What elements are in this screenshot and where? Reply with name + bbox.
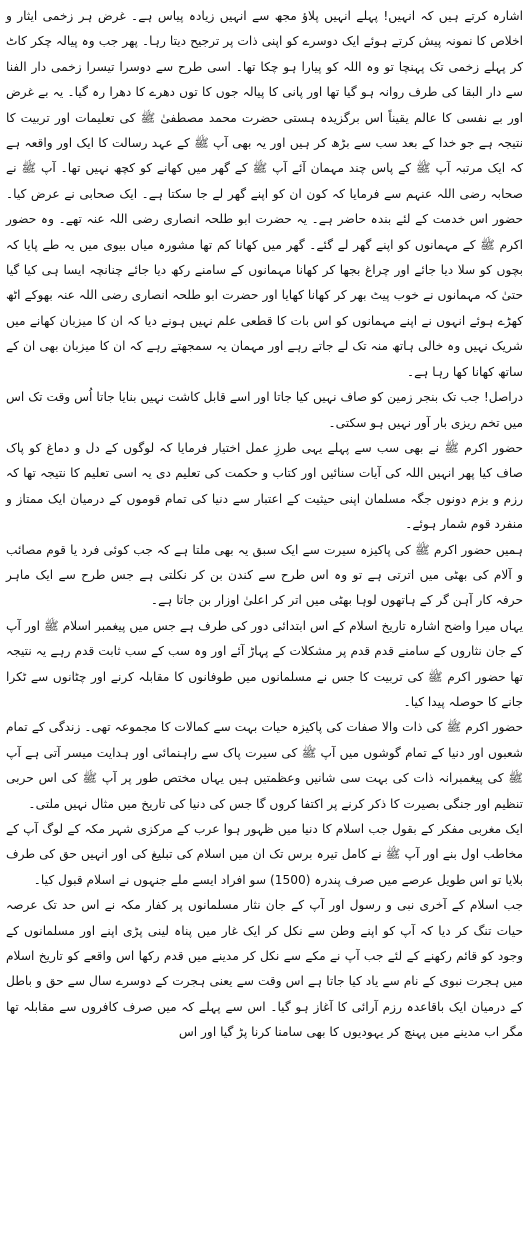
paragraph-military-insight: حضور اکرم ﷺ کی ذات والا صفات کی پاکیزہ حیات بہت سے کمالات کا مجموعہ تھی۔ زندگی کے تمام شعبوں اور دنیا کے تمام گوشوں میں آپ ﷺ کی سیرت پاک سے راہنمائی اور ہدایت میسر آتی ہے آپ ﷺ کی پیغمبرانہ ذات کی بہت سی شانیں وعظمتیں ہیں یہاں مختص طور پر آپ ﷺ کی اس حربی تنظیم اور جنگی بصیرت کا ذکر کرنے پر اکتفا کروں گا جس کی دنیا کی تاریخ میں مثال نہیں ملتی۔ [6, 720, 523, 811]
paragraph-western-thinker: ایک مغربی مفکر کے بقول جب اسلام کا دنیا میں ظہور ہوا عرب کے مرکزی شہر مکہ کے لوگ آپ کے مخاطب اول بنے اور آپ ﷺ نے کامل تیرہ برس تک ان میں اسلام کی تبلیغ کی اور انہیں حق کی طرف بلایا تو اس طویل عرصے میں صرف پندرہ (1500) سو افراد ایسے ملے جنہوں نے اسلام قبول کیا۔ [6, 822, 523, 887]
paragraph-abu-talha-hospitality: اشارہ کرتے ہیں کہ انہیں! پہلے انہیں پلاؤ مجھ سے انہیں زیادہ پیاس ہے۔ غرض ہر زخمی ایثار و اخلاص کا نمونہ پیش کرتے ہوئے ایک دوسرے کو اپنی ذات پر ترجیح دیتا رہا۔ پھر جب وہ پیالہ چکر کاٹ کر پہلے زخمی تک پہنچا تو وہ اللہ کو پیارا ہو چکا تھا۔ اسی طرح سے دوسرا تیسرا زخمی دار الفنا سے دار البقا کی طرف روانہ ہو گیا تھا اور پانی کا پیالہ جوں کا توں دھرے کا دھرا رہ گیا۔ یہ بے غرض اور بے نفسی کا عالم یقیناً اس برگزیدہ ہستی حضرت محمد مصطفیٰ ﷺ کی تعلیمات اور تربیت کا نتیجہ ہے جو خدا کے بعد سب سے بڑھ کر ہیں اور یہ بھی آپ ﷺ کے عہد رسالت کا ایک اور واقعہ ہے کہ ایک مرتبہ آپ ﷺ کے پاس چند مہمان آئے آپ ﷺ کے گھر میں کھانے کو کچھ نہیں تھا۔ آپ ﷺ نے صحابہ رضی اللہ عنہم سے فرمایا کہ کون ان کو اپنے گھر لے جا سکتا ہے۔ ایک صحابی نے عرض کیا۔ حضور اس خدمت کے لئے بندہ حاضر ہے۔ یہ حضرت ابو طلحہ انصاری رضی اللہ عنہ تھے۔ وہ حضور اکرم ﷺ کے مہمانوں کو اپنے گھر لے گئے۔ گھر میں کھانا کم تھا مشورہ میاں بیوی میں یہ طے پایا کہ بچوں کو سلا دیا جائے اور چراغ بجھا کر کھانا مہمانوں کے سامنے رکھ دیا جائے چنانچہ ایسا ہی کیا گیا حتیٰ کہ مہمانوں نے خوب پیٹ بھر کر کھانا کھایا اور حضرت ابو طلحہ انصاری رضی اللہ عنہ بھوکے اٹھ کھڑے ہوئے انہوں نے اپنے مہمانوں کو اس بات کا قطعی علم نہیں ہونے دیا کہ ان کا میزبان کھانے میں شریک نہیں وہ خالی ہاتھ منہ تک لے جاتے رہے اور مہمان یہ سمجھتے رہے کہ ان کا میزبان بھی ان کے ساتھ کھانا کھا رہا ہے۔ [6, 9, 523, 379]
paragraph-purification-teaching: حضور اکرم ﷺ نے بھی سب سے پہلے یہی طرزِ عمل اختیار فرمایا کہ لوگوں کے دل و دماغ کو پاک صاف کیا پھر انہیں اللہ کی آیات سنائیں اور کتاب و حکمت کی تعلیم دی یہ اسی تعلیم کا نتیجہ تھا کہ رزم و بزم دونوں جگہ مسلمان اپنی حیثیت کے اعتبار سے دنیا کی تمام قوموں کے درمیان ایک ممتاز و منفرد قوم شمار ہوئے۔ [6, 440, 523, 532]
paragraph-early-islam-hardships: یہاں میرا واضح اشارہ تاریخ اسلام کے اس ابتدائی دور کی طرف ہے جس میں پیغمبر اسلام ﷺ اور آپ کے جان نثاروں کے سامنے قدم قدم پر مشکلات کے پہاڑ آئے اور وہ سب کے سب ثابت قدم رہے یہ نتیجہ تھا حضور اکرم ﷺ کی تربیت کا جس نے مسلمانوں میں طوفانوں کا مقابلہ کرنے اور چٹانوں سے ٹکرا جانے کا حوصلہ پیدا کیا۔ [6, 618, 523, 709]
paragraph-barren-land: دراصل! جب تک بنجر زمین کو صاف نہیں کیا جاتا اور اسے قابل کاشت نہیں بنایا جاتا اُس وقت تک اس میں تخم ریزی بار آور نہیں ہو سکتی۔ [6, 390, 523, 430]
paragraph-trials-forge: ہمیں حضور اکرم ﷺ کی پاکیزہ سیرت سے ایک سبق یہ بھی ملتا ہے کہ جب کوئی فرد یا قوم مصائب و آلام کی بھٹی میں اترتی ہے تو وہ اس طرح سے کندن بن کر نکلتی ہے جس طرح سے ایک ماہر حرفہ کار آہن گر کے ہاتھوں لوہا بھٹی میں اتر کر اعلیٰ اوزار بن جاتا ہے۔ [6, 542, 523, 608]
paragraph-hijrah: جب اسلام کے آخری نبی و رسول اور آپ کے جان نثار مسلمانوں پر کفار مکہ نے اس حد تک عرصہ حیات تنگ کر دیا کہ آپ کو اپنے وطن سے نکل کر ایک غار میں پناہ لینی پڑی اپنے اور مسلمانوں کے وجود کو قائم رکھنے کے لئے جب آپ نے مکے سے نکل کر مدینے میں قدم رکھا اس واقعے کو تاریخ اسلام میں ہجرت نبوی کے نام سے یاد کیا جاتا ہے اس وقت سے یعنی ہجرت کے دوسرے سال سے حق و باطل کے درمیان ایک باقاعدہ رزم آرائی کا آغاز ہو گیا۔ اس سے پہلے کہ میں صرف کافروں سے مقابلہ تھا مگر اب مدینے میں پہنچ کر یہودیوں کا بھی سامنا کرنا پڑ گیا اور اس [6, 898, 523, 1040]
